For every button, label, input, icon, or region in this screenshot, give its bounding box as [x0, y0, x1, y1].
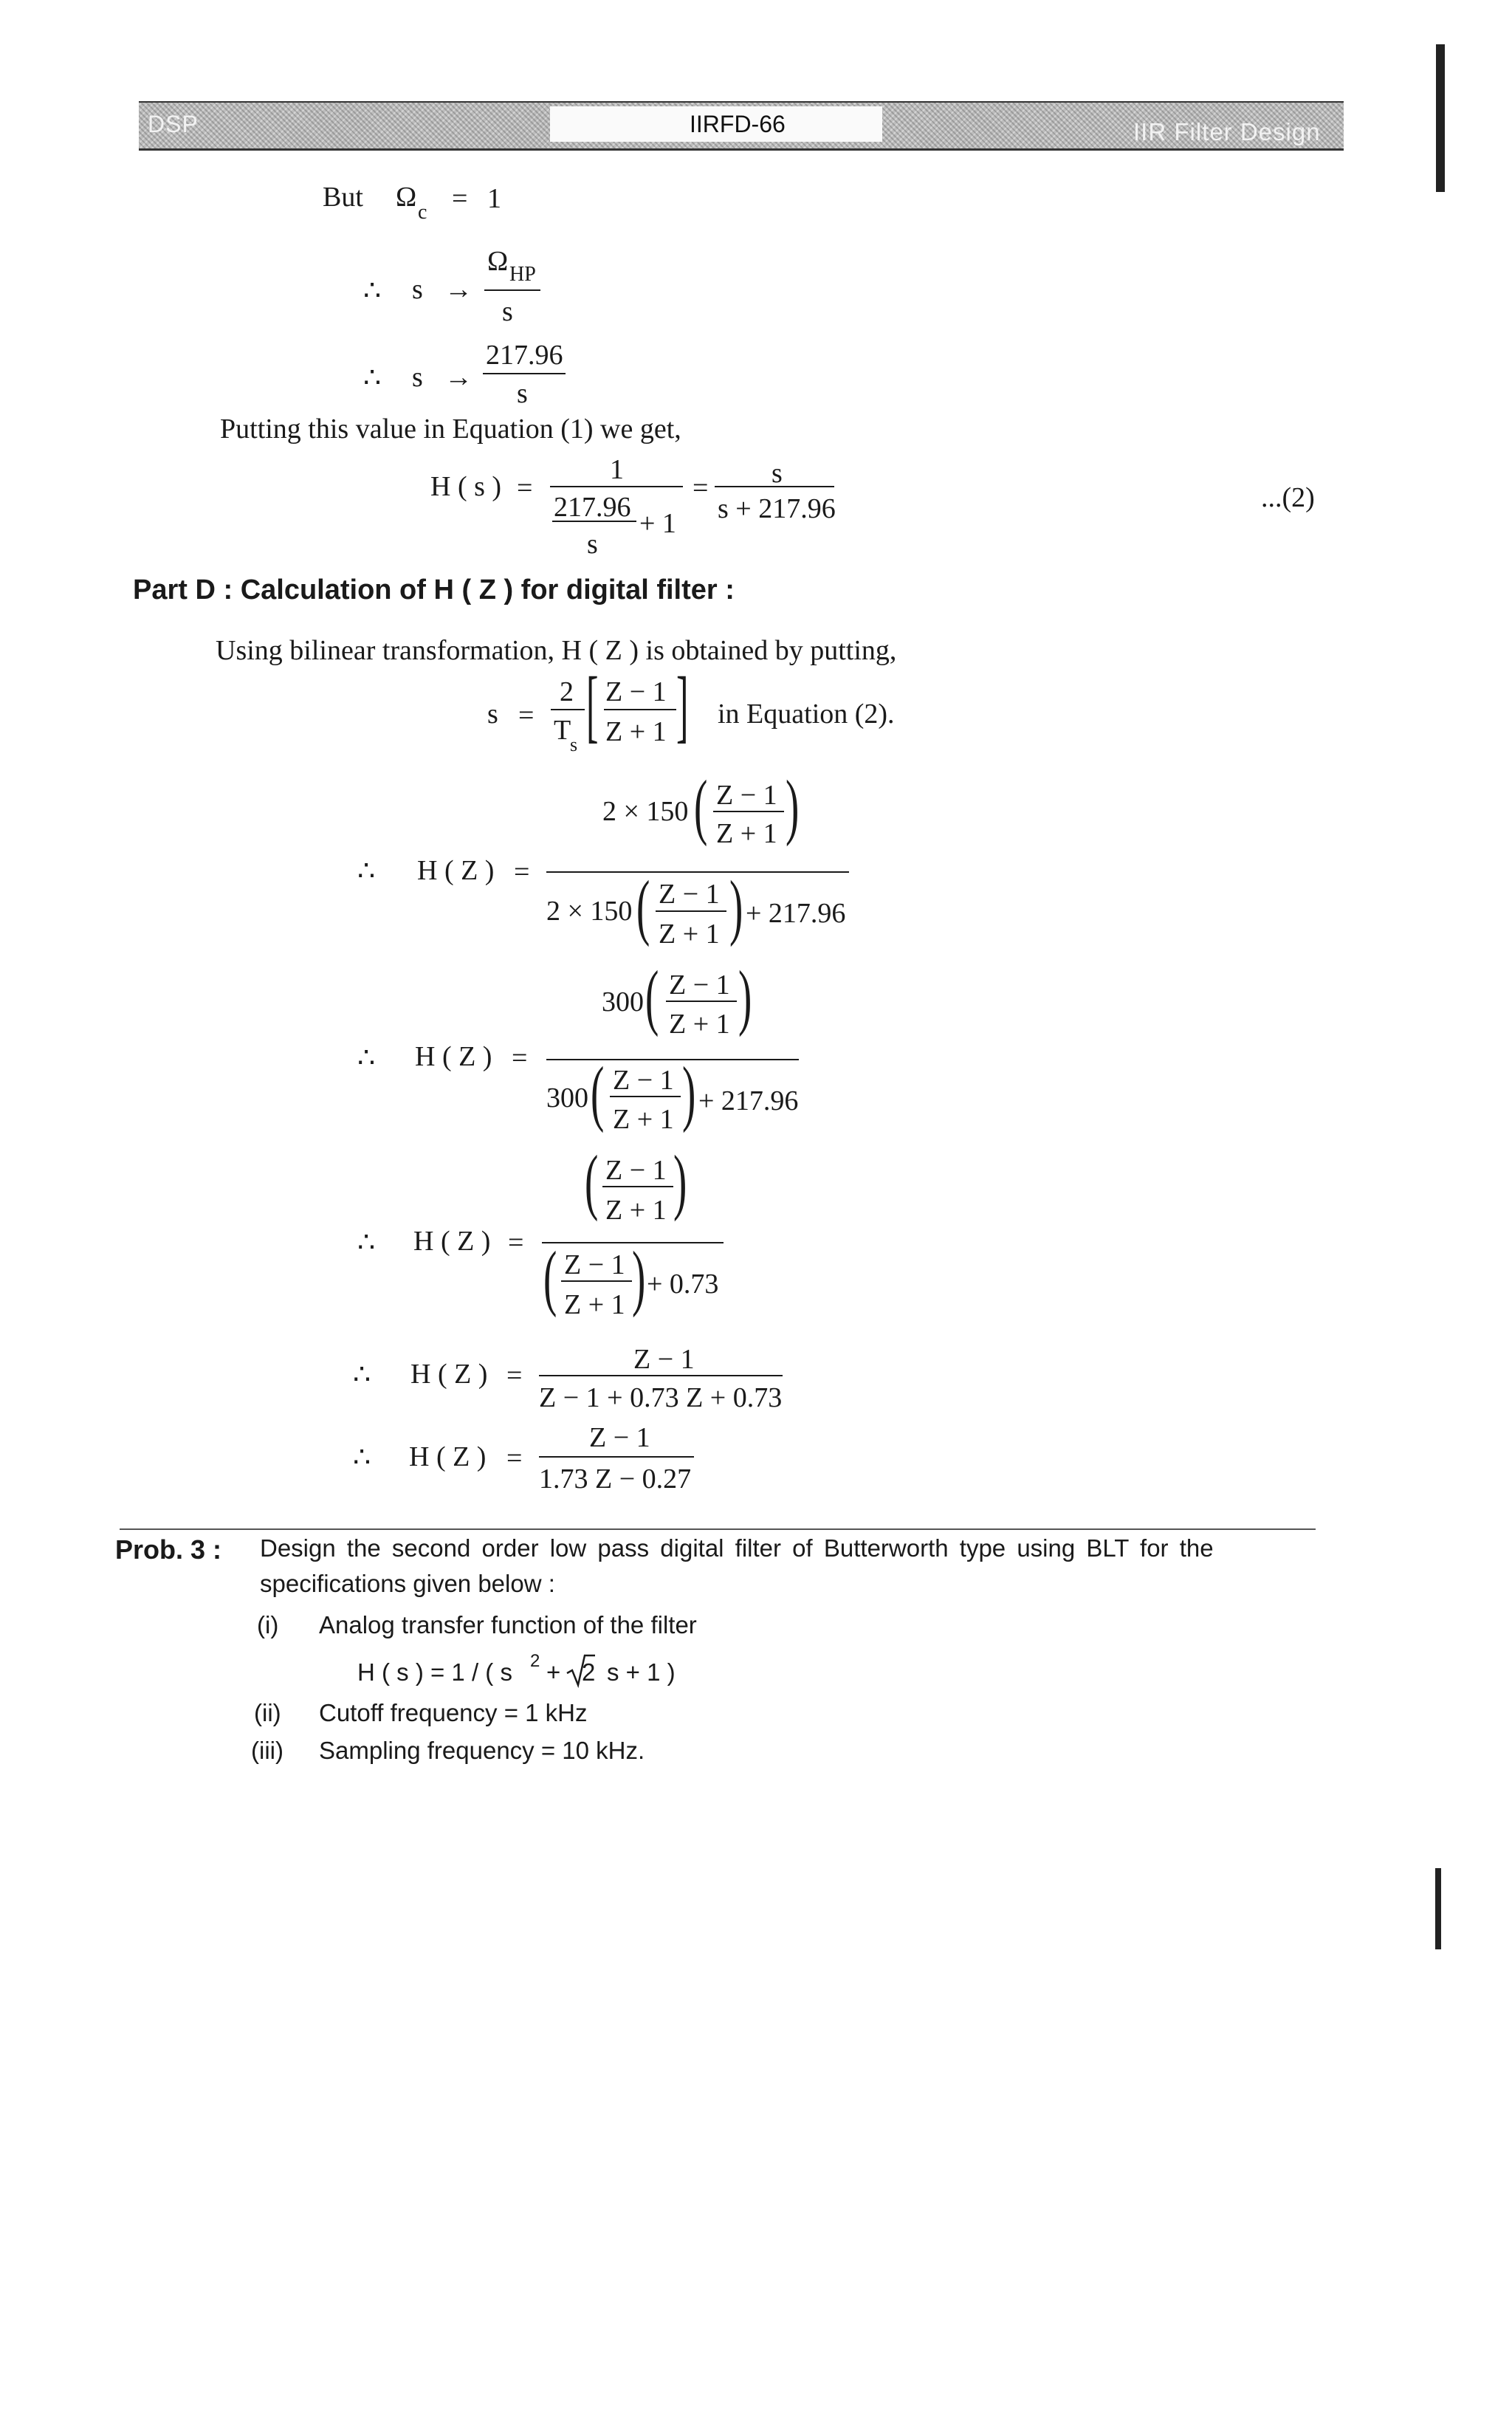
- z-minus-1: Z − 1: [605, 1155, 667, 1186]
- list-item-number: (ii): [254, 1699, 281, 1726]
- denominator-s: s: [502, 296, 513, 327]
- hs-label: H ( s ): [430, 471, 502, 502]
- s-variable: s: [412, 362, 423, 393]
- equals-sign: =: [506, 1360, 523, 1391]
- right-paren: ): [738, 955, 752, 1037]
- therefore-symbol: ∴: [363, 363, 382, 394]
- omega-symbol: Ω: [396, 182, 417, 213]
- hz-label: H ( Z ): [413, 1226, 491, 1257]
- fraction-bar: [656, 910, 726, 912]
- fraction-bar: [604, 709, 676, 710]
- equals-sign: =: [452, 183, 468, 214]
- list-item-text: Sampling frequency = 10 kHz.: [319, 1737, 645, 1764]
- left-paren: (: [591, 1051, 605, 1133]
- omega-subscript: c: [418, 201, 427, 224]
- denominator-expression: Z − 1 + 0.73 Z + 0.73: [539, 1382, 783, 1413]
- transfer-function-radicand: 2: [582, 1658, 596, 1686]
- hz-label: H ( Z ): [415, 1041, 492, 1072]
- right-paren: ): [682, 1051, 696, 1133]
- header-chapter-title: IIR Filter Design: [1133, 118, 1321, 145]
- main-fraction-bar: [539, 1456, 694, 1458]
- z-plus-1: Z + 1: [605, 716, 667, 747]
- but-label: But: [323, 182, 363, 213]
- header-book-label: DSP: [148, 111, 199, 137]
- main-fraction-bar: [546, 871, 849, 873]
- problem-label: Prob. 3 :: [115, 1534, 222, 1565]
- omega-c-value: 1: [487, 183, 501, 214]
- equals-sign: =: [506, 1443, 523, 1474]
- fraction-bar: [484, 289, 540, 291]
- equals-sign: =: [518, 700, 535, 731]
- equals-sign: =: [517, 473, 533, 504]
- left-paren: (: [645, 955, 659, 1037]
- numerator-s: s: [772, 458, 783, 489]
- arrow-symbol: →: [444, 362, 472, 393]
- transfer-function-prefix: H ( s ) = 1 / ( s: [357, 1658, 512, 1686]
- z-minus-1: Z − 1: [613, 1065, 674, 1096]
- fraction-bar: [602, 1186, 673, 1187]
- equals-sign: =: [514, 857, 530, 888]
- equals-sign: =: [508, 1227, 524, 1258]
- fraction-bar: [550, 486, 683, 487]
- inner-denominator-s: s: [587, 529, 598, 560]
- fraction-bar: [666, 1001, 737, 1002]
- scan-edge-mark: [1436, 44, 1445, 192]
- coefficient: 2 × 150: [602, 796, 689, 827]
- main-fraction-bar: [539, 1375, 783, 1376]
- left-paren: (: [636, 865, 650, 947]
- z-plus-1: Z + 1: [669, 1009, 730, 1040]
- z-plus-1: Z + 1: [564, 1289, 625, 1320]
- equals-sign: =: [512, 1043, 528, 1074]
- equation-tag: ...(2): [1261, 482, 1315, 513]
- numerator-two: 2: [560, 676, 574, 707]
- section-rule: [120, 1528, 1316, 1530]
- list-item-text: Cutoff frequency = 1 kHz: [319, 1699, 588, 1726]
- left-bracket: [: [586, 660, 599, 750]
- right-bracket: ]: [676, 660, 689, 750]
- left-paren: (: [543, 1236, 557, 1318]
- list-item-number: (iii): [251, 1737, 284, 1764]
- right-paren: ): [786, 765, 800, 847]
- inner-fraction-bar: [552, 521, 636, 522]
- right-paren: ): [673, 1140, 687, 1222]
- fraction-bar: [551, 709, 585, 710]
- right-paren: ): [729, 865, 743, 947]
- plus-one: + 1: [639, 508, 676, 539]
- therefore-symbol: ∴: [357, 1043, 376, 1074]
- fraction-bar: [483, 373, 566, 374]
- z-minus-1: Z − 1: [564, 1249, 625, 1280]
- left-paren: (: [585, 1140, 599, 1222]
- z-plus-1: Z + 1: [716, 818, 777, 849]
- therefore-symbol: ∴: [363, 275, 382, 306]
- scan-edge-mark: [1435, 1868, 1441, 1949]
- explanatory-text: in Equation (2).: [718, 699, 895, 730]
- fraction-bar: [561, 1280, 632, 1282]
- therefore-symbol: ∴: [353, 1442, 371, 1473]
- constant-term: + 217.96: [746, 898, 846, 929]
- inner-numerator: 217.96: [554, 492, 631, 523]
- list-item-number: (i): [257, 1611, 279, 1638]
- numerator: Z − 1: [633, 1344, 695, 1375]
- hz-label: H ( Z ): [410, 1359, 488, 1390]
- transfer-function-exponent: 2: [530, 1651, 540, 1671]
- problem-statement: Design the second order low pass digital filter of Butterworth type using BLT for the: [260, 1534, 1214, 1562]
- denominator-expression: s + 217.96: [718, 493, 836, 524]
- z-plus-1: Z + 1: [613, 1104, 674, 1135]
- main-fraction-bar: [546, 1059, 799, 1060]
- coefficient: 2 × 150: [546, 896, 633, 927]
- fraction-bar: [715, 486, 834, 487]
- z-plus-1: Z + 1: [659, 919, 720, 950]
- list-item-text: Analog transfer function of the filter: [319, 1611, 697, 1638]
- denominator-expression: 1.73 Z − 0.27: [539, 1463, 692, 1495]
- s-variable: s: [487, 699, 498, 730]
- arrow-symbol: →: [444, 274, 472, 305]
- coefficient: 300: [602, 986, 644, 1018]
- numerator-one: 1: [610, 454, 624, 485]
- equals-sign: =: [693, 473, 709, 504]
- hz-label: H ( Z ): [409, 1441, 487, 1472]
- constant-term: + 217.96: [698, 1085, 799, 1116]
- right-paren: ): [632, 1236, 646, 1318]
- z-minus-1: Z − 1: [716, 780, 777, 811]
- therefore-symbol: ∴: [357, 1227, 376, 1258]
- section-heading: Part D : Calculation of H ( Z ) for digital filter :: [133, 574, 735, 605]
- coefficient: 300: [546, 1082, 588, 1113]
- header-page-number: IIRFD-66: [690, 111, 786, 137]
- ts-subscript: s: [570, 734, 578, 755]
- constant-term: + 0.73: [647, 1269, 719, 1300]
- omega-symbol: Ω: [487, 246, 509, 277]
- problem-statement: specifications given below :: [260, 1570, 555, 1597]
- therefore-symbol: ∴: [353, 1359, 371, 1390]
- z-minus-1: Z − 1: [605, 676, 667, 707]
- hz-label: H ( Z ): [417, 855, 495, 886]
- ts-symbol: T: [554, 715, 571, 746]
- therefore-symbol: ∴: [357, 856, 376, 887]
- fraction-bar: [713, 811, 784, 812]
- numerator: Z − 1: [589, 1422, 650, 1453]
- transfer-function-plus: +: [546, 1658, 561, 1686]
- left-paren: (: [694, 765, 708, 847]
- numerator-value: 217.96: [486, 340, 563, 371]
- explanatory-text: Using bilinear transformation, H ( Z ) is obtained by putting,: [216, 635, 897, 666]
- fraction-bar: [610, 1096, 681, 1097]
- transfer-function-suffix: s + 1 ): [607, 1658, 676, 1686]
- s-variable: s: [412, 274, 423, 305]
- z-plus-1: Z + 1: [605, 1195, 667, 1226]
- z-minus-1: Z − 1: [659, 879, 720, 910]
- z-minus-1: Z − 1: [669, 970, 730, 1001]
- denominator-s: s: [517, 378, 528, 409]
- explanatory-text: Putting this value in Equation (1) we get,: [220, 413, 681, 445]
- omega-hp-subscript: HP: [509, 263, 536, 286]
